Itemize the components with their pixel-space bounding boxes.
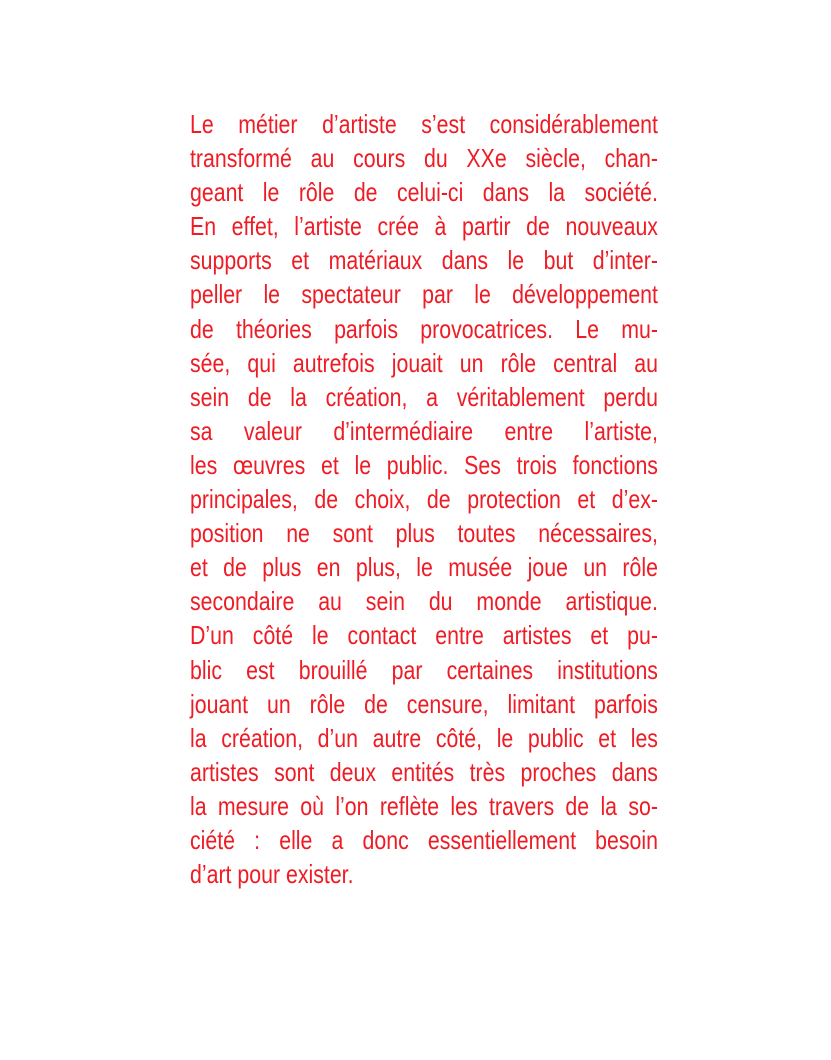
paragraph-line: la mesure où l’on reflète les travers de la so- xyxy=(190,790,658,821)
paragraph-line: sée, qui autrefois jouait un rôle central au xyxy=(190,347,658,378)
paragraph-line: blic est brouillé par certaines institutions xyxy=(190,654,658,685)
paragraph-line: la création, d’un autre côté, le public et les xyxy=(190,722,658,753)
paragraph-line: principales, de choix, de protection et d’ex- xyxy=(190,484,658,515)
paragraph-line: secondaire au sein du monde artistique. xyxy=(190,586,658,617)
paragraph-line: transformé au cours du XXe siècle, chan- xyxy=(190,143,658,174)
paragraph-line: D’un côté le contact entre artistes et pu- xyxy=(190,620,658,651)
paragraph-line: de théories parfois provocatrices. Le mu- xyxy=(190,313,658,344)
paragraph-line: artistes sont deux entités très proches dans xyxy=(190,756,658,787)
paragraph-line: ciété : elle a donc essentiellement besoin xyxy=(190,824,658,855)
paragraph-line: sein de la création, a véritablement perdu xyxy=(190,381,658,412)
paragraph-line: position ne sont plus toutes nécessaires, xyxy=(190,518,658,549)
paragraph-line-last: d’art pour exister. xyxy=(190,859,354,890)
paragraph-line: Le métier d’artiste s’est considérablement xyxy=(190,109,658,139)
paragraph-line: geant le rôle de celui-ci dans la société. xyxy=(190,177,658,208)
body-paragraph xyxy=(190,107,658,891)
paragraph-line: peller le spectateur par le développement xyxy=(190,279,658,310)
paragraph-line: et de plus en plus, le musée joue un rôle xyxy=(190,552,658,583)
paragraph-line: supports et matériaux dans le but d’inter- xyxy=(190,245,658,276)
paragraph-line: les œuvres et le public. Ses trois fonctions xyxy=(190,449,658,480)
paragraph-line: En effet, l’artiste crée à partir de nouveaux xyxy=(190,211,658,242)
paragraph-line: jouant un rôle de censure, limitant parfois xyxy=(190,688,658,719)
paragraph-line: sa valeur d’intermédiaire entre l’artiste, xyxy=(190,415,658,446)
